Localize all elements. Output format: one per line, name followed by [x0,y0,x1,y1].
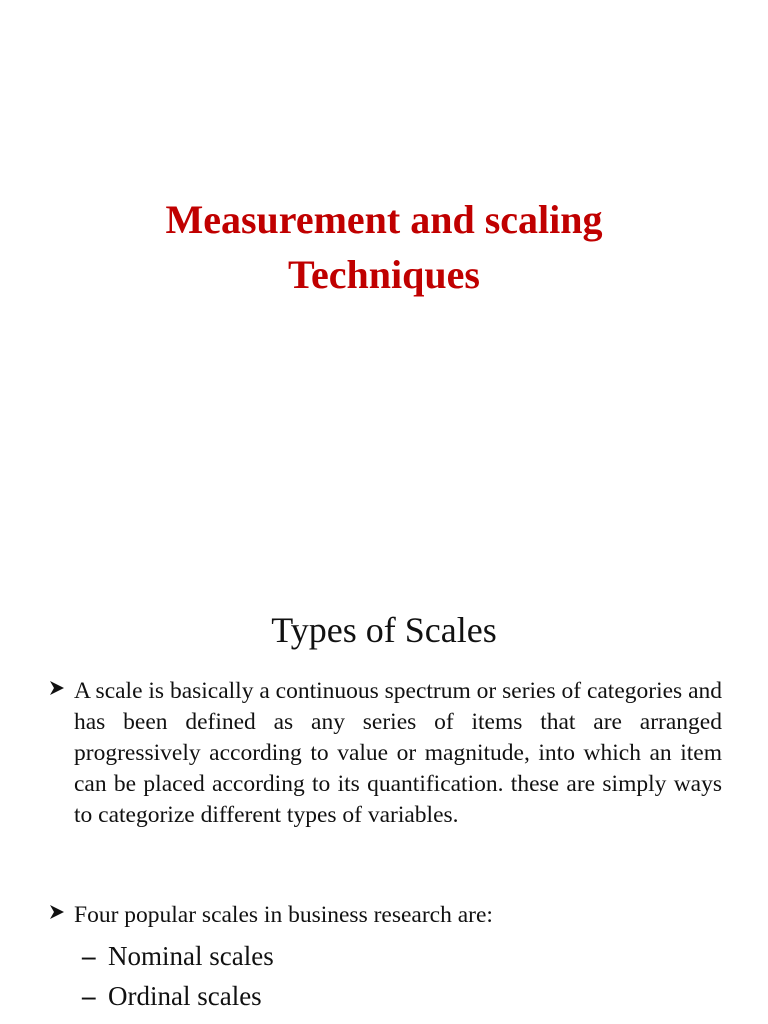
sub-bullet-item [82,976,682,1016]
slide-title-line-1: Measurement and scaling [165,197,603,242]
sub-bullet-list [82,936,682,1016]
dash-bullet-icon: – [82,941,96,971]
sub-bullet-text: Ordinal scales [108,981,262,1011]
arrowhead-bullet-icon [48,679,66,697]
sub-bullet-text: Nominal scales [108,941,274,971]
bullet-text: A scale is basically a continuous spectrum or series of categories and has been defined as any series of items that are arranged progressively according to value or magnitude, into which an item can be placed according to its quantification. these are simply ways to categorize different types of variables. [74,678,723,828]
slide-title [0,192,768,302]
bullet-text: Four popular scales in business research are: [74,902,493,928]
dash-bullet-icon: – [82,981,96,1011]
slide-title-line-2: Techniques [288,252,480,297]
sub-bullet-item [82,936,682,976]
arrowhead-bullet-icon [48,903,66,921]
content-slide [0,560,768,1024]
slide-heading: Types of Scales [271,610,497,650]
bullet-item [48,900,722,931]
bullet-item [48,676,722,831]
